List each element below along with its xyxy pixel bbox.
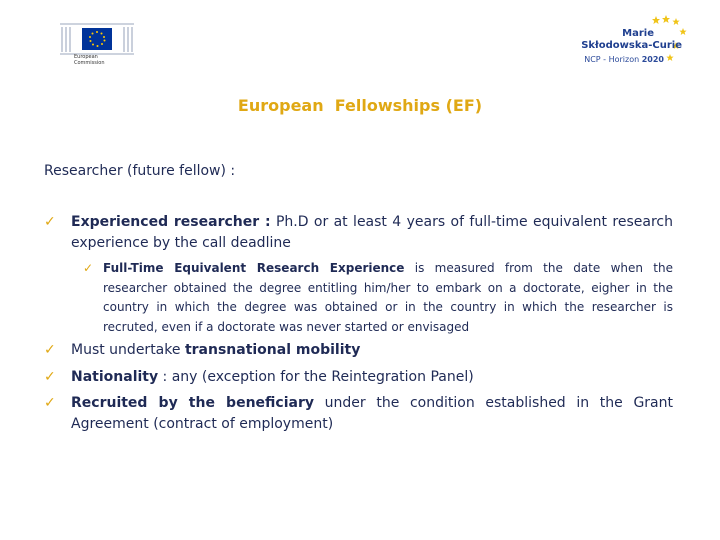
- bullet-text: Ph.D or at least 4 years of full-time equivalent research experience by the call deadline: [71, 214, 673, 251]
- marie-curie-logo-line2: Skłodowska-Curie: [581, 40, 682, 51]
- bullet-nationality: [44, 367, 673, 388]
- checkmark-icon: ✓: [44, 395, 56, 411]
- bullet-text: under the condition established in the Grant Agreement (contract of employment): [71, 395, 673, 432]
- european-commission-logo: [58, 14, 136, 74]
- bullet-recruited-by-beneficiary: [44, 393, 673, 435]
- bullet-experienced-researcher: [44, 212, 673, 254]
- checkmark-icon: ✓: [44, 214, 56, 230]
- bullet-bold-text: Experienced researcher :: [71, 214, 271, 230]
- ec-logo-text: European Commission: [74, 54, 105, 66]
- bullet-transnational-mobility: [44, 340, 673, 361]
- marie-curie-logo-line3: NCP - Horizon 2020: [584, 55, 664, 64]
- bullet-fte-research-experience: [83, 259, 673, 337]
- bullet-text: Must undertake: [71, 342, 185, 358]
- bullet-text: is measured from the date when the researcher obtained the degree entitling him/her to embark on a doctorate, eigher in the country in which the degree was obtained or in the country in which the researcher is recruted, even if a doctorate was never started or envisaged: [103, 261, 673, 334]
- bullet-bold-text: Nationality: [71, 369, 159, 385]
- marie-curie-logo: [566, 14, 690, 68]
- bullet-text: : any (exception for the Reintegration Panel): [158, 369, 474, 385]
- checkmark-icon: ✓: [44, 342, 56, 358]
- bullet-bold-text: Recruited by the beneficiary: [71, 395, 314, 411]
- page-title: European Fellowships (EF): [237, 96, 483, 115]
- checkmark-icon: ✓: [44, 369, 56, 385]
- bullet-bold-text: Full-Time Equivalent Research Experience: [103, 261, 405, 275]
- bullet-bold-text: transnational mobility: [184, 342, 361, 358]
- section-heading: Researcher (future fellow) :: [44, 163, 236, 179]
- checkmark-icon: ✓: [83, 261, 94, 275]
- marie-curie-logo-line1: Marie: [622, 28, 654, 39]
